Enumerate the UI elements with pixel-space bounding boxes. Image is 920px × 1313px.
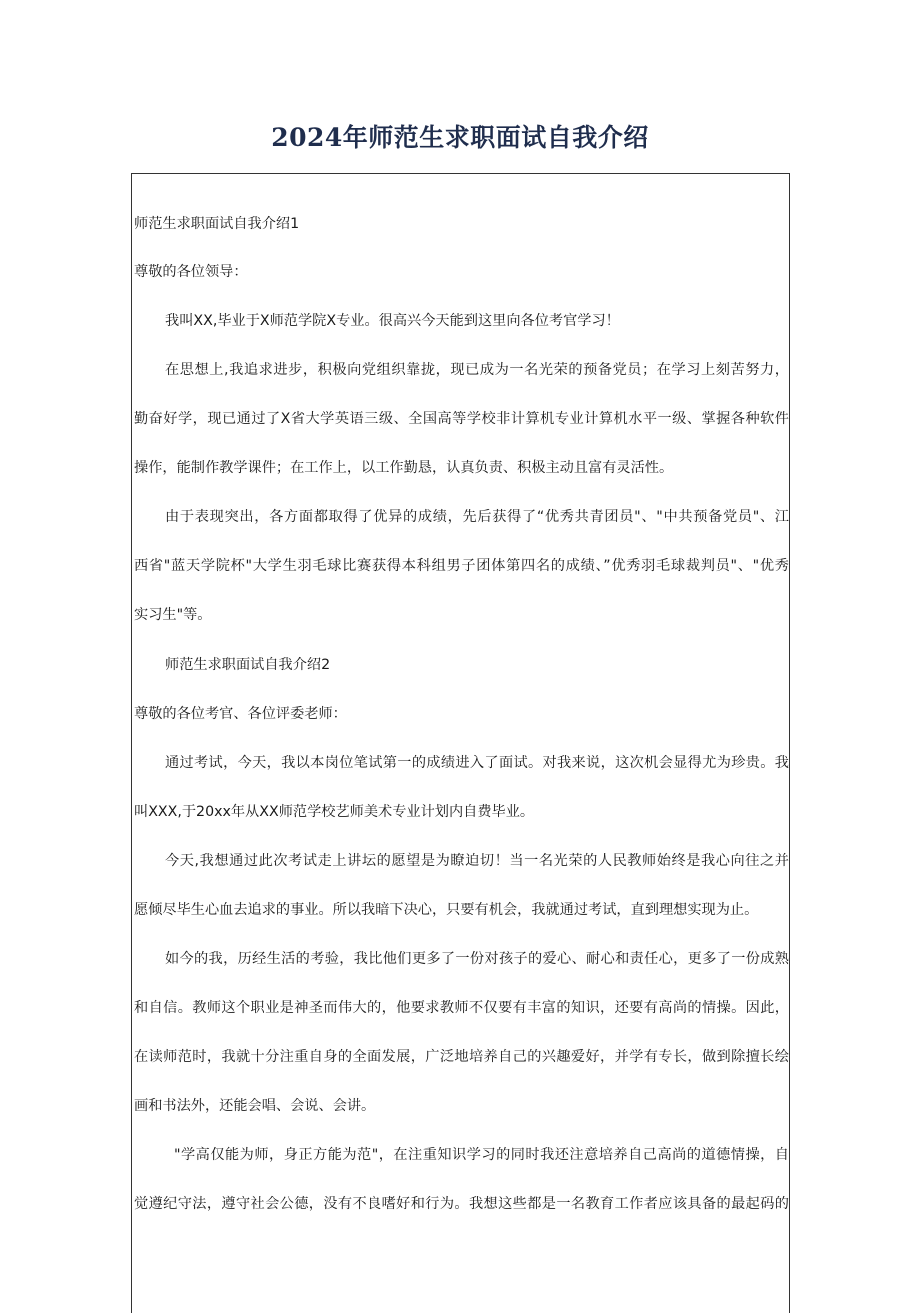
paragraph-line: 在读师范时，我就十分注重自身的全面发展，广泛地培养自己的兴趣爱好，并学有专长，做到除擅长绘 — [134, 1049, 789, 1065]
paragraph-line: 在思想上,我追求进步，积极向党组织靠拢，现已成为一名光荣的预备党员；在学习上刻苦努力， — [165, 362, 789, 378]
paragraph-line: 今天,我想通过此次考试走上讲坛的愿望是为瞭迫切！当一名光荣的人民教师始终是我心向往之并 — [165, 853, 789, 869]
salutation-1: 尊敬的各位领导： — [134, 264, 248, 280]
paragraph-line: 勤奋好学，现已通过了X省大学英语三级、全国高等学校非计算机专业计算机水平一级、掌握各种软件 — [134, 411, 789, 427]
paragraph-line: 由于表现突出，各方面都取得了优异的成绩，先后获得了“优秀共青团员"、"中共预备党员"、江 — [165, 509, 789, 525]
paragraph-line: 实习生"等。 — [134, 607, 212, 623]
section-heading-1: 师范生求职面试自我介绍1 — [134, 216, 300, 232]
paragraph-line: 通过考试，今天，我以本岗位笔试第一的成绩进入了面试。对我来说，这次机会显得尤为珍贵。我 — [165, 755, 789, 771]
salutation-2: 尊敬的各位考官、各位评委老师： — [134, 706, 347, 722]
paragraph-line: 如今的我，历经生活的考验，我比他们更多了一份对孩子的爱心、耐心和责任心，更多了一份成熟 — [165, 951, 789, 967]
paragraph-line: 我叫XX,毕业于X师范学院X专业。很高兴今天能到这里向各位考官学习！ — [165, 313, 620, 329]
paragraph-line: 叫XXX,于20xx年从XX师范学校艺师美术专业计划内自费毕业。 — [134, 804, 535, 820]
document-title: 2024年师范生求职面试自我介绍 — [271, 123, 649, 152]
section-heading-2: 师范生求职面试自我介绍2 — [165, 657, 331, 673]
content-frame — [131, 173, 790, 1313]
paragraph-line: 西省"蓝天学院杯"大学生羽毛球比赛获得本科组男子团体第四名的成绩、”优秀羽毛球裁判员"、"优秀 — [134, 558, 789, 574]
paragraph-line: 觉遵纪守法，遵守社会公德，没有不良嗜好和行为。我想这些都是一名教育工作者应该具备的最起码的 — [134, 1196, 789, 1212]
paragraph-line: "学高仅能为师，身正方能为范"，在注重知识学习的同时我还注意培养自己高尚的道德情操，自 — [174, 1147, 789, 1163]
paragraph-line: 画和书法外，还能会唱、会说、会讲。 — [134, 1098, 376, 1114]
paragraph-line: 操作，能制作教学课件；在工作上，以工作勤恳，认真负责、积极主动且富有灵活性。 — [134, 460, 674, 476]
paragraph-line: 和自信。教师这个职业是神圣而伟大的，他要求教师不仅要有丰富的知识，还要有高尚的情操。因此， — [134, 1000, 789, 1016]
paragraph-line: 愿倾尽毕生心血去追求的事业。所以我暗下决心，只要有机会，我就通过考试，直到理想实现为止。 — [134, 902, 759, 918]
